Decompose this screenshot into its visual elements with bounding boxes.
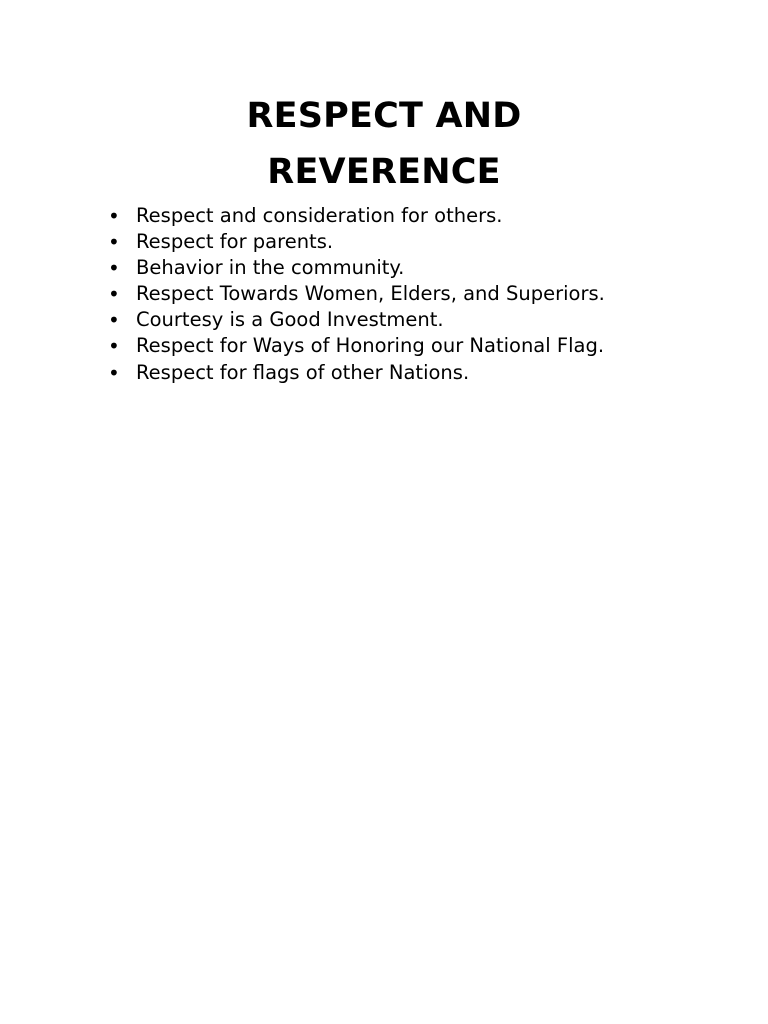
list-item [108, 360, 708, 386]
list-item [108, 203, 708, 229]
page-title [0, 88, 768, 200]
bullet-icon: • [108, 230, 120, 255]
list-item [108, 307, 708, 333]
list-item-text: Respect Towards Women, Elders, and Superiors. [136, 282, 605, 306]
list-item-text: Respect and consideration for others. [136, 204, 503, 227]
bullet-icon: • [108, 256, 120, 281]
bullet-icon: • [108, 308, 120, 333]
list-item [108, 281, 708, 307]
list-item-text: Behavior in the community. [136, 256, 405, 280]
list-item-text: Courtesy is a Good Investment. [136, 308, 444, 332]
list-item [108, 333, 708, 359]
list-item [108, 229, 708, 255]
list-item [108, 255, 708, 281]
list-item-text: Respect for flags of other Nations. [136, 360, 470, 384]
bullet-icon: • [108, 282, 120, 307]
bullet-icon: • [108, 360, 120, 385]
title-line-1: RESPECT AND [246, 96, 522, 136]
bullet-list [108, 203, 708, 386]
list-item-text: Respect for Ways of Honoring our National Flag. [136, 334, 605, 358]
list-item-text: Respect for parents. [136, 230, 334, 254]
bullet-icon: • [108, 334, 120, 359]
bullet-icon: • [108, 204, 120, 228]
title-line-2: REVERENCE [267, 152, 501, 192]
